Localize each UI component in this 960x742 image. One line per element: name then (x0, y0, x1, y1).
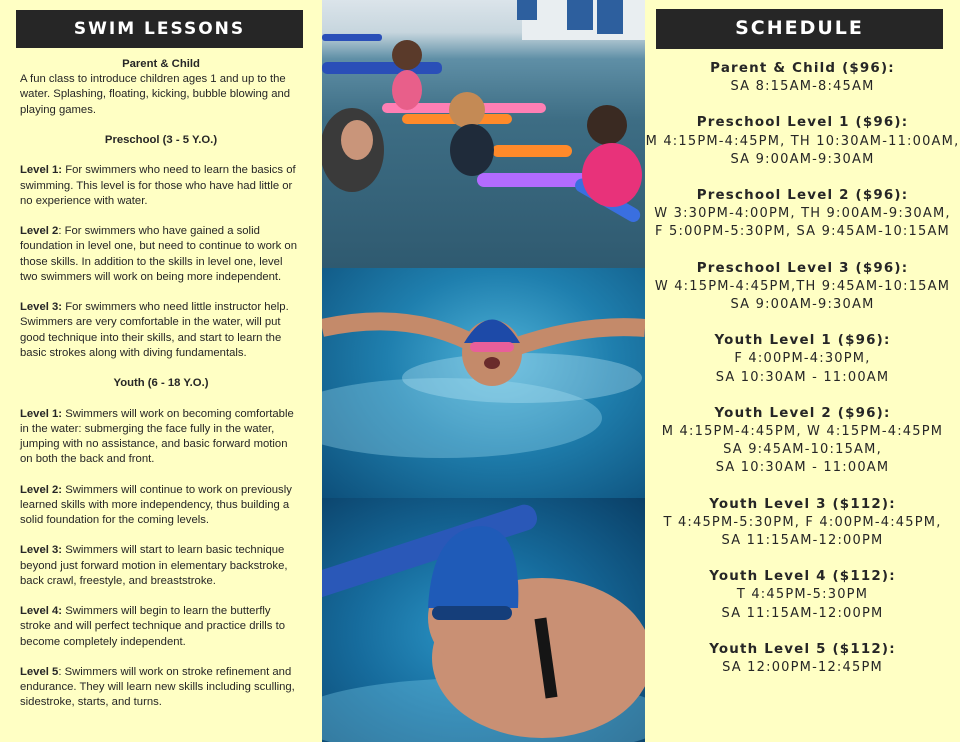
schedule-time: SA 8:15AM-8:45AM (730, 79, 875, 95)
youth-level-1 (20, 407, 302, 468)
level-label: Level 3: (20, 301, 63, 314)
youth-level-3 (20, 543, 302, 589)
schedule-time: SA 11:15AM-12:00PM (721, 533, 884, 549)
schedule-time: F 4:00PM-4:30PM, (734, 351, 871, 367)
level-text: Swimmers will begin to learn the butterfly stroke and will perfect technique and practice drills to become completely independent. (20, 605, 285, 648)
schedule-title: Parent & Child ($96): (710, 61, 895, 76)
level-text: : Swimmers will work on stroke refinement and endurance. They will learn new skills including sculling, sidestroke, starts, and turns. (20, 665, 295, 709)
schedule-time: T 4:45PM-5:30PM (736, 587, 869, 603)
level-text: : For swimmers who have gained a solid foundation in level one, but need to continue to work on those skills. In addition to the skills in level one, level two swimmers will work on being more independent. (20, 225, 297, 283)
youth-title: Youth (6 - 18 Y.O.) (113, 377, 209, 390)
schedule-time: SA 10:30AM - 11:00AM (715, 369, 890, 385)
level-label: Level 2: (20, 483, 63, 496)
parent-child-text: A fun class to introduce children ages 1 and up to the water. Splashing, floating, kicking, bubble blowing and playing games. (20, 73, 291, 116)
level-text: Swimmers will start to learn basic technique beyond just forward motion in elementary backstroke, back crawl, freestyle, and breaststroke. (20, 544, 288, 587)
butterfly-swimmer-photo (322, 268, 645, 498)
schedule-group (645, 332, 960, 387)
schedule-group (645, 641, 960, 677)
level-label: Level 5 (20, 665, 59, 678)
lessons-description (20, 57, 302, 711)
level-text: Swimmers will work on becoming comfortable in the water: submerging the face fully in the water, jumping with no assistance, and basic forward motion on both the back and front. (20, 407, 294, 466)
schedule-time: SA 10:30AM - 11:00AM (715, 460, 890, 476)
preschool-title: Preschool (3 - 5 Y.O.) (104, 134, 218, 146)
schedule-banner: SCHEDULE (656, 9, 943, 49)
level-label: Level 1: (20, 407, 63, 420)
schedule-title: Preschool Level 2 ($96): (696, 188, 909, 204)
level-text: For swimmers who need to learn the basics of swimming. This level is for those who have had little or no experience with water. (20, 164, 296, 207)
preschool-level-2 (20, 224, 302, 285)
schedule-time: SA 9:00AM-9:30AM (730, 297, 875, 313)
schedule-group (645, 60, 960, 96)
level-text: Swimmers will continue to work on previously learned skills with more independency, thus building a solid foundation for the coming levels. (20, 483, 292, 526)
schedule-time: SA 11:15AM-12:00PM (721, 605, 884, 621)
schedule-group (645, 568, 960, 623)
schedule-title: Preschool Level 3 ($96): (696, 260, 909, 276)
level-text: For swimmers who need little instructor help. Swimmers are very comfortable in the water, will put good technique into their skills, and start to learn the basic strokes along with diving fundamentals. (20, 301, 289, 359)
schedule-title: Youth Level 5 ($112): (709, 641, 896, 657)
photo-column (322, 0, 645, 742)
youth-level-5 (20, 665, 302, 711)
level-label: Level 1: (20, 164, 63, 177)
schedule-time: M 4:15PM-4:45PM, W 4:15PM-4:45PM (661, 424, 944, 440)
freestyle-swimmer-photo (322, 498, 645, 742)
schedule-time: SA 9:00AM-9:30AM (730, 151, 875, 167)
schedule-time: SA 12:00PM-12:45PM (722, 660, 883, 676)
schedule-time: F 5:00PM-5:30PM, SA 9:45AM-10:15AM (655, 224, 950, 240)
schedule-title: Youth Level 1 ($96): (714, 333, 891, 349)
schedule-list (645, 60, 960, 695)
level-label: Level 3: (20, 544, 63, 557)
preschool-level-3 (20, 300, 302, 361)
schedule-group (645, 187, 960, 242)
swim-lessons-banner: SWIM LESSONS (16, 10, 303, 48)
schedule-time: W 4:15PM-4:45PM,TH 9:45AM-10:15AM (654, 278, 951, 294)
swim-lessons-panel (0, 0, 322, 742)
schedule-time: W 3:30PM-4:00PM, TH 9:00AM-9:30AM, (654, 206, 951, 222)
schedule-title: Preschool Level 1 ($96): (696, 115, 909, 131)
schedule-group (645, 260, 960, 315)
schedule-time: M 4:15PM-4:45PM, TH 10:30AM-11:00AM, (645, 133, 960, 149)
schedule-group (645, 114, 960, 169)
schedule-time: T 4:45PM-5:30PM, F 4:00PM-4:45PM, (663, 514, 942, 530)
schedule-group (645, 496, 960, 551)
parent-child-title: Parent & Child (122, 58, 200, 70)
schedule-title: Youth Level 2 ($96): (714, 405, 891, 421)
youth-level-4 (20, 604, 302, 650)
level-label: Level 2 (20, 225, 59, 238)
schedule-time: SA 9:45AM-10:15AM, (723, 442, 882, 458)
youth-level-2 (20, 483, 302, 529)
schedule-group (645, 405, 960, 478)
schedule-title: Youth Level 3 ($112): (709, 496, 896, 512)
schedule-title: Youth Level 4 ($112): (709, 569, 896, 585)
kids-pool-photo (322, 0, 645, 268)
level-label: Level 4: (20, 605, 63, 618)
preschool-level-1 (20, 163, 302, 209)
